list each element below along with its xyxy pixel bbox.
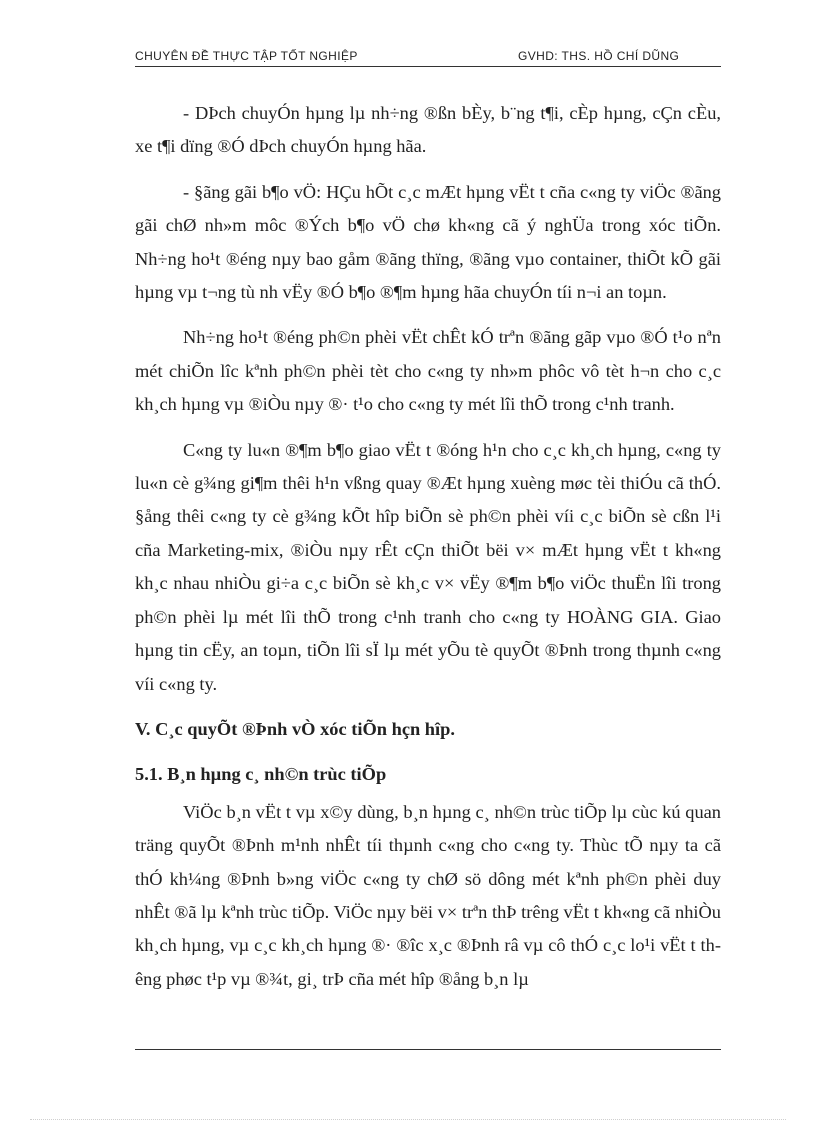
header-divider: [135, 66, 721, 67]
header-advisor: GVHD: THS. HỒ CHÍ DŨNG: [518, 49, 680, 63]
page-body: [135, 97, 721, 1008]
paragraph-personal-selling: ViÖc b¸n vËt t vµ x©y dùng, b¸n hµng c¸ nh©n trùc tiÕp lµ cùc kú quan träng quyÕt ®Þnh m¹nh nhÊt tíi thµnh c«ng cho c«ng ty. Thùc tÕ nµy ta cã thÓ kh¼ng ®Þnh b»ng viÖc c«ng ty chØ sö dông mét kªnh ph©n phèi duy nhÊt ®ã lµ kªnh trùc tiÕp. ViÖc nµy bëi v× trªn thÞ trêng vËt t kh«ng cã nhiÒu kh¸ch hµng, vµ c¸c kh¸ch hµng ®· ®îc x¸c ®Þnh râ vµ cô thÓ c¸c lo¹i vËt t thêng phøc t¹p vµ ®¾t, gi¸ trÞ cña mét hîp ®ång b¸n lµ: [135, 801, 721, 989]
header-title: CHUYÊN ĐỀ THỰC TẬP TỐT NGHIỆP: [135, 49, 358, 63]
paragraph-transport: - DÞch chuyÓn hµng lµ nh÷ng ®ßn bÈy, b¨ng t¶i, cÈp hµng, cÇn cÈu, xe t¶i dïng ®Ó dÞch chuyÓn hµng hãa.: [135, 103, 721, 157]
page-edge: [30, 1119, 786, 1120]
page-header: [135, 47, 721, 67]
subsection-heading: 5.1. B¸n hµng c¸ nh©n trùc tiÕp: [135, 764, 387, 785]
section-heading: V. C¸c quyÕt ®Þnh vÒ xóc tiÕn hçn hîp.: [135, 718, 455, 739]
paragraph-delivery: C«ng ty lu«n ®¶m b¶o giao vËt t ®óng h¹n cho c¸c kh¸ch hµng, c«ng ty lu«n cè g¾ng gi¶m thêi h¹n vßng quay ®Æt hµng xuèng møc tèi thiÓu cã thÓ. §ång thêi c«ng ty cè g¾ng kÕt hîp biÕn sè ph©n phèi víi c¸c biÕn sè cßn l¹i cña Marketing-mix, ®iÒu nµy rÊt cÇn thiÕt bëi v× mÆt hµng vËt t kh«ng kh¸c nhau nhiÒu gi÷a c¸c biÕn sè kh¸c v× vËy ®¶m b¶o viÖc thuËn lîi trong ph©n phèi lµ mét lîi thÕ trong c¹nh tranh cho c«ng ty HOÀNG GIA. Giao hµng tin cËy, an toµn, tiÕn lîi sÏ lµ mét yÕu tè quyÕt ®Þnh trong thµnh c«ng víi c«ng ty.: [135, 439, 721, 694]
footer-divider: [135, 1049, 721, 1050]
paragraph-distribution: Nh÷ng ho¹t ®éng ph©n phèi vËt chÊt kÓ trªn ®ãng gãp vµo ®Ó t¹o nªn mét chiÕn lîc kªnh ph©n phèi tèt cho c«ng ty nh»m phôc vô tèt h¬n cho c¸c kh¸ch hµng vµ ®iÒu nµy ®· t¹o cho c«ng ty mét lîi thÕ trong c¹nh tranh.: [135, 327, 721, 415]
paragraph-packaging: - §ãng gãi b¶o vÖ: HÇu hÕt c¸c mÆt hµng vËt t cña c«ng ty viÖc ®ãng gãi chØ nh»m môc ®Ých b¶o vÖ chø kh«ng cã ý nghÜa trong xóc tiÕn. Nh÷ng ho¹t ®éng nµy bao gåm ®ãng thïng, ®ãng vµo container, thiÕt kÕ gãi hµng vµ t¬ng tù nh vËy ®Ó b¶o ®¶m hµng hãa chuyÓn tíi n¬i an toµn.: [135, 181, 721, 303]
